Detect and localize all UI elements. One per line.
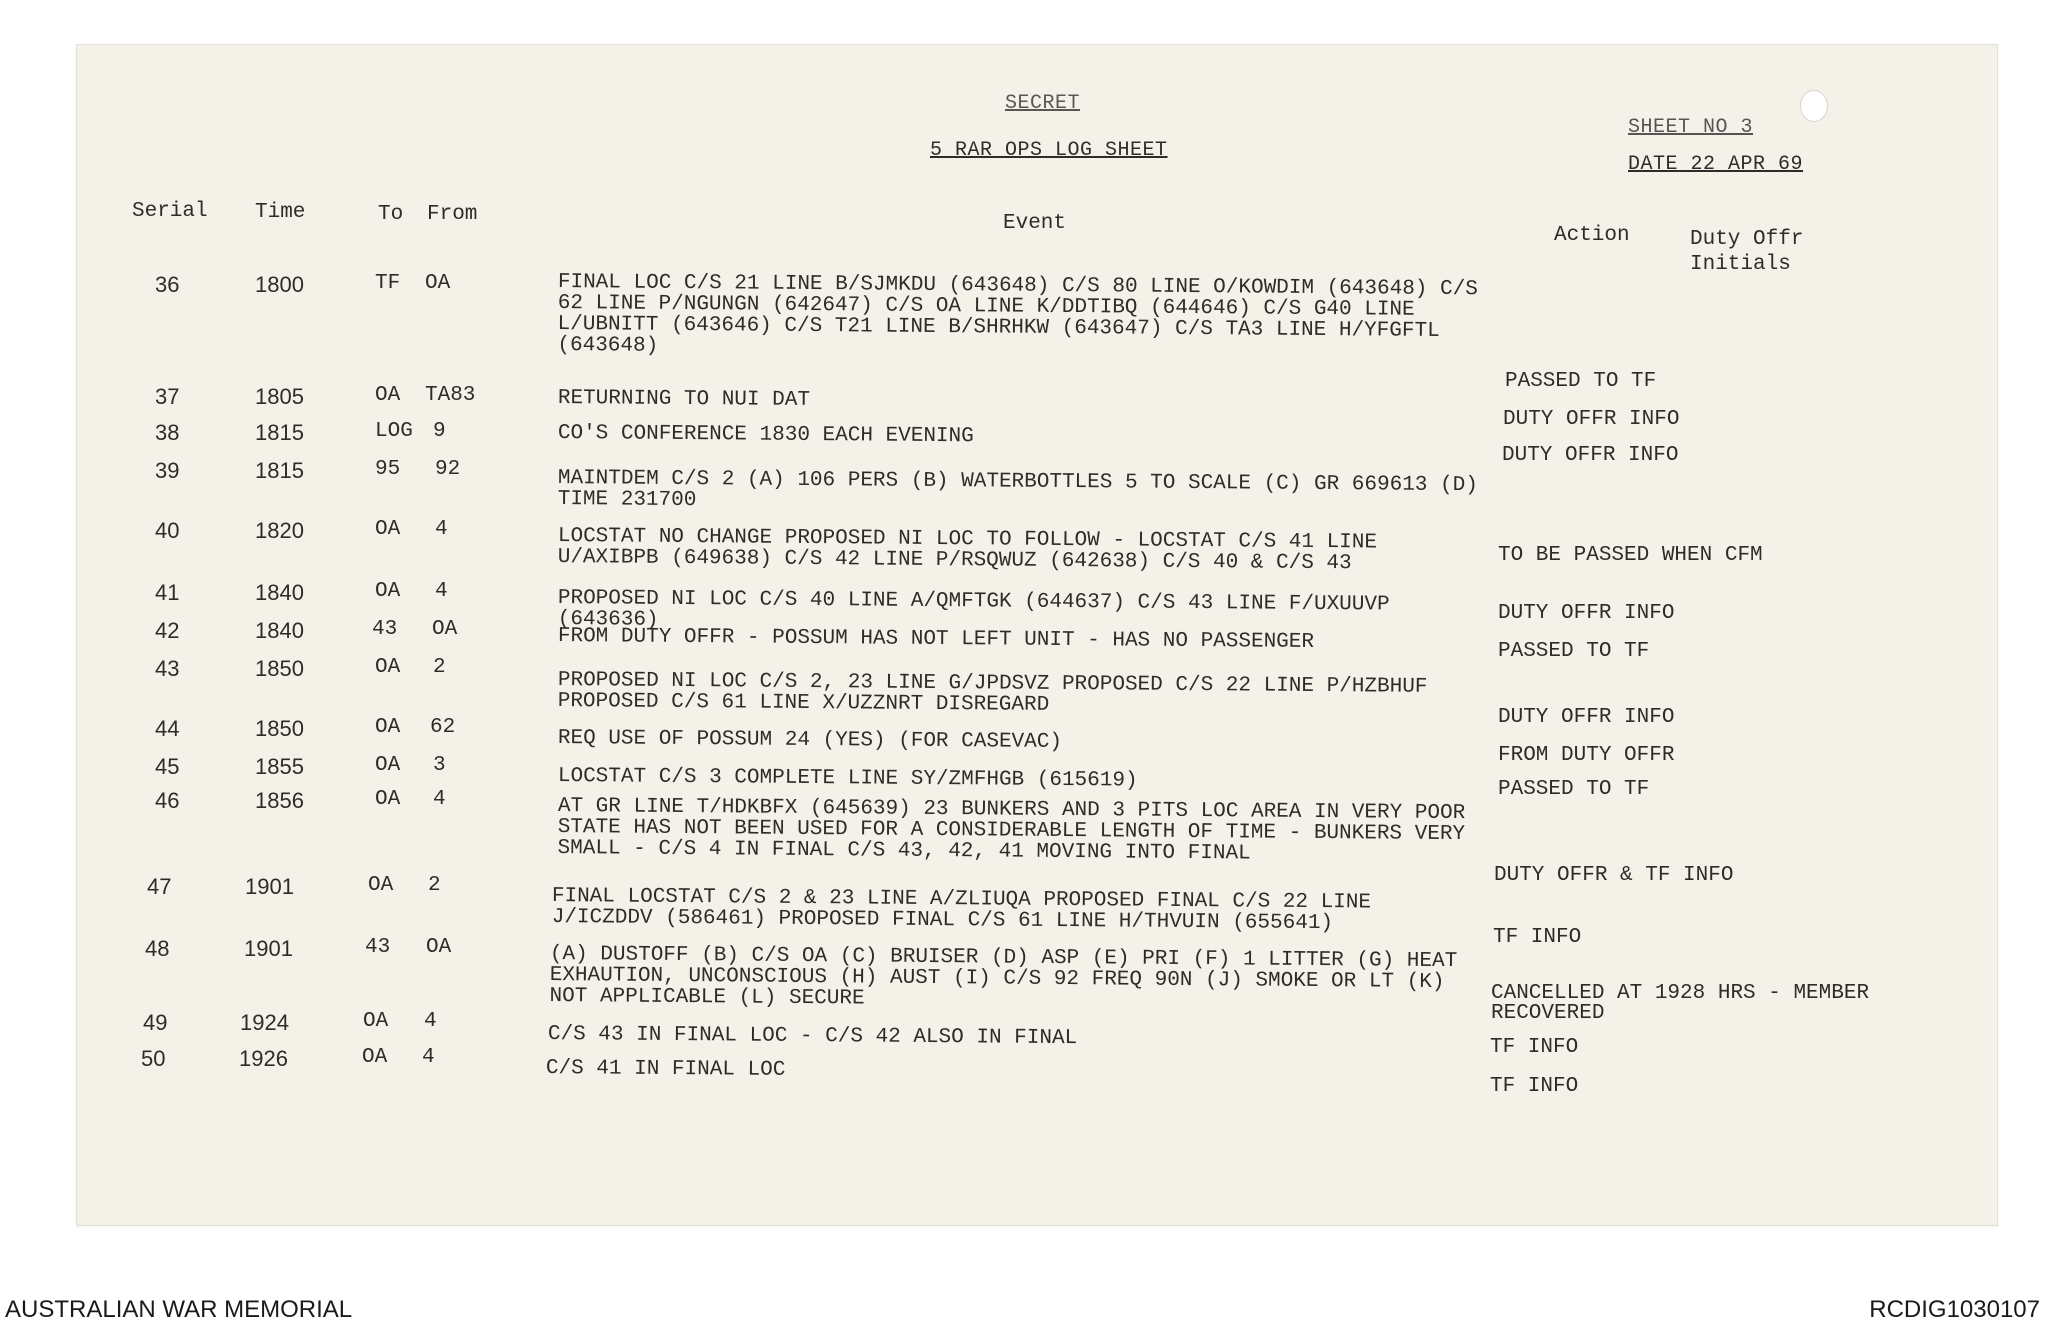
action-cell: DUTY OFFR INFO — [1498, 706, 1675, 729]
action-cell: DUTY OFFR INFO — [1498, 602, 1675, 625]
event-cell: LOCSTAT C/S 3 COMPLETE LINE SY/ZMFHGB (615619) — [557, 765, 1138, 793]
log-entry — [0, 370, 2048, 412]
to-cell: TF — [375, 272, 401, 295]
event-cell: MAINTDEM C/S 2 (A) 106 PERS (B) WATERBOTTLES 5 TO SCALE (C) GR 669613 (D) TIME 231700 — [557, 467, 1478, 513]
serial-cell: 39 — [155, 458, 180, 483]
column-header-event: Event — [1003, 212, 1067, 235]
event-cell: PROPOSED NI LOC C/S 2, 23 LINE G/JPDSVZ PROPOSED C/S 22 LINE P/HZBHUF PROPOSED C/S 61 LINE X/UZZNRT DISREGARD — [557, 669, 1428, 717]
serial-cell: 44 — [155, 716, 180, 741]
action-cell: DUTY OFFR INFO — [1503, 408, 1680, 431]
column-header-time: Time — [255, 201, 306, 224]
from-cell: TA83 — [425, 384, 476, 407]
action-cell: TF INFO — [1490, 1036, 1579, 1059]
log-entry — [0, 408, 2048, 449]
serial-cell: 50 — [141, 1046, 166, 1071]
column-header-action: Action — [1554, 224, 1630, 247]
time-cell: 1901 — [244, 936, 293, 961]
from-cell: 3 — [433, 754, 446, 777]
to-cell: 95 — [375, 458, 401, 481]
from-cell: OA — [425, 272, 451, 295]
from-cell: OA — [426, 936, 452, 959]
to-cell: OA — [368, 874, 394, 897]
time-cell: 1901 — [245, 874, 294, 899]
from-cell: 4 — [435, 518, 448, 541]
column-header-serial: Serial — [132, 200, 208, 223]
time-cell: 1850 — [255, 656, 304, 681]
event-cell: C/S 43 IN FINAL LOC - C/S 42 ALSO IN FINAL — [547, 1023, 1078, 1051]
serial-cell: 48 — [145, 936, 170, 961]
time-cell: 1855 — [255, 754, 304, 779]
sheet-number: SHEET NO 3 — [1628, 116, 1754, 139]
event-cell: C/S 41 IN FINAL LOC — [545, 1057, 786, 1082]
serial-cell: 38 — [155, 420, 180, 445]
serial-cell: 49 — [143, 1010, 168, 1035]
to-cell: OA — [375, 518, 401, 541]
action-cell: PASSED TO TF — [1505, 370, 1657, 393]
from-cell: 4 — [433, 788, 446, 811]
from-cell: 2 — [428, 874, 441, 897]
time-cell: 1820 — [255, 518, 304, 543]
from-cell: 4 — [435, 580, 448, 603]
sheet-date: DATE 22 APR 69 — [1628, 153, 1804, 176]
time-cell: 1800 — [255, 272, 304, 297]
to-cell: LOG — [375, 420, 413, 443]
action-cell: DUTY OFFR INFO — [1502, 444, 1679, 467]
serial-cell: 47 — [147, 874, 172, 899]
to-cell: OA — [375, 716, 401, 739]
time-cell: 1924 — [240, 1010, 289, 1035]
log-entry — [0, 444, 2048, 513]
to-cell: OA — [363, 1010, 389, 1033]
trailing-action-note: TF INFO — [1490, 1075, 1579, 1098]
log-entry — [0, 706, 2048, 754]
to-cell: 43 — [365, 936, 391, 959]
action-cell: FROM DUTY OFFR — [1498, 744, 1675, 767]
action-cell: CANCELLED AT 1928 HRS - MEMBER RECOVERED — [1491, 982, 1870, 1025]
log-entry — [0, 271, 2048, 358]
action-cell: TF INFO — [1493, 926, 1582, 949]
serial-cell: 46 — [155, 788, 180, 813]
column-header-to: To — [378, 203, 404, 226]
time-cell: 1856 — [255, 788, 304, 813]
from-cell: 9 — [433, 420, 446, 443]
event-cell: CO'S CONFERENCE 1830 EACH EVENING — [557, 422, 974, 449]
action-cell: PASSED TO TF — [1498, 640, 1650, 663]
serial-cell: 41 — [155, 580, 180, 605]
serial-cell: 43 — [155, 656, 180, 681]
time-cell: 1840 — [255, 618, 304, 643]
event-cell: REQ USE OF POSSUM 24 (YES) (FOR CASEVAC) — [557, 727, 1063, 754]
to-cell: 43 — [372, 618, 398, 641]
log-entry — [0, 618, 2048, 663]
event-cell: FROM DUTY OFFR - POSSUM HAS NOT LEFT UNIT - HAS NO PASSENGER — [557, 625, 1315, 654]
event-cell: LOCSTAT NO CHANGE PROPOSED NI LOC TO FOLLOW - LOCSTAT C/S 41 LINE U/AXIBPB (649638) C/S 42 LINE P/RSQWUZ (642638) C/S 40 & C/S 43 — [557, 525, 1378, 576]
classification-label: SECRET — [1005, 92, 1081, 115]
to-cell: OA — [375, 580, 401, 603]
from-cell: 4 — [424, 1010, 437, 1033]
time-cell: 1815 — [255, 458, 304, 483]
from-cell: 4 — [422, 1046, 435, 1069]
event-cell: FINAL LOCSTAT C/S 2 & 23 LINE A/ZLIUQA PROPOSED FINAL C/S 22 LINE J/ICZDDV (586461) PROPOSED FINAL C/S 61 LINE H/THVUIN (655641) — [551, 885, 1372, 936]
log-entry — [0, 656, 2048, 717]
column-header-duty-offr-initials: Duty Offr Initials — [1690, 228, 1804, 276]
log-entry — [0, 518, 2048, 576]
punch-hole — [1800, 90, 1828, 122]
serial-cell: 40 — [155, 518, 180, 543]
action-cell: TO BE PASSED WHEN CFM — [1498, 544, 1763, 567]
from-cell: 92 — [435, 458, 461, 481]
to-cell: OA — [375, 788, 401, 811]
archive-reference: RCDIG1030107 — [1869, 1296, 2040, 1323]
from-cell: 62 — [430, 716, 456, 739]
log-entry — [0, 864, 2048, 936]
serial-cell: 37 — [155, 384, 180, 409]
serial-cell: 45 — [155, 754, 180, 779]
event-cell: AT GR LINE T/HDKBFX (645639) 23 BUNKERS AND 3 PITS LOC AREA IN VERY POOR STATE HAS NOT BEEN USED FOR A CONSIDERABLE LENGTH OF TIME - BUNKERS VERY SMALL - C/S 4 IN FINAL C/S 43, 42, 41 MOVING INTO FINAL — [557, 795, 1466, 866]
to-cell: OA — [375, 656, 401, 679]
event-cell: (A) DUSTOFF (B) C/S OA (C) BRUISER (D) ASP (E) PRI (F) 1 LITTER (G) HEAT EXHAUTION, UNCONSCIOUS (H) AUST (I) C/S 92 FREQ 90N (J) SMOKE OR LT (K) NOT APPLICABLE (L) SECURE — [549, 943, 1458, 1011]
event-cell: PROPOSED NI LOC C/S 40 LINE A/QMFTGK (644637) C/S 43 LINE F/UXUUVP (643636) — [557, 587, 1390, 632]
event-cell: RETURNING TO NUI DAT — [557, 387, 811, 412]
time-cell: 1850 — [255, 716, 304, 741]
serial-cell: 42 — [155, 618, 180, 643]
time-cell: 1805 — [255, 384, 304, 409]
source-credit: AUSTRALIAN WAR MEMORIAL — [5, 1296, 353, 1323]
serial-cell: 36 — [155, 272, 180, 297]
from-cell: OA — [432, 618, 458, 641]
action-cell: DUTY OFFR & TF INFO — [1494, 864, 1734, 887]
to-cell: OA — [362, 1046, 388, 1069]
time-cell: 1815 — [255, 420, 304, 445]
document-title: 5 RAR OPS LOG SHEET — [930, 139, 1168, 162]
to-cell: OA — [375, 384, 401, 407]
event-cell: FINAL LOC C/S 21 LINE B/SJMKDU (643648) C/S 80 LINE O/KOWDIM (643648) C/S 62 LINE P/NGUNGN (642647) C/S OA LINE K/DDTIBQ (644646) C/S G40 LINE L/UBNITT (643646) C/S T21 LINE B/SHRHKW (643647) C/S TA3 LINE H/YFGFTL (643648) — [557, 271, 1478, 358]
action-cell: PASSED TO TF — [1498, 778, 1650, 801]
time-cell: 1840 — [255, 580, 304, 605]
time-cell: 1926 — [239, 1046, 288, 1071]
to-cell: OA — [375, 754, 401, 777]
column-header-from: From — [427, 203, 478, 226]
from-cell: 2 — [433, 656, 446, 679]
